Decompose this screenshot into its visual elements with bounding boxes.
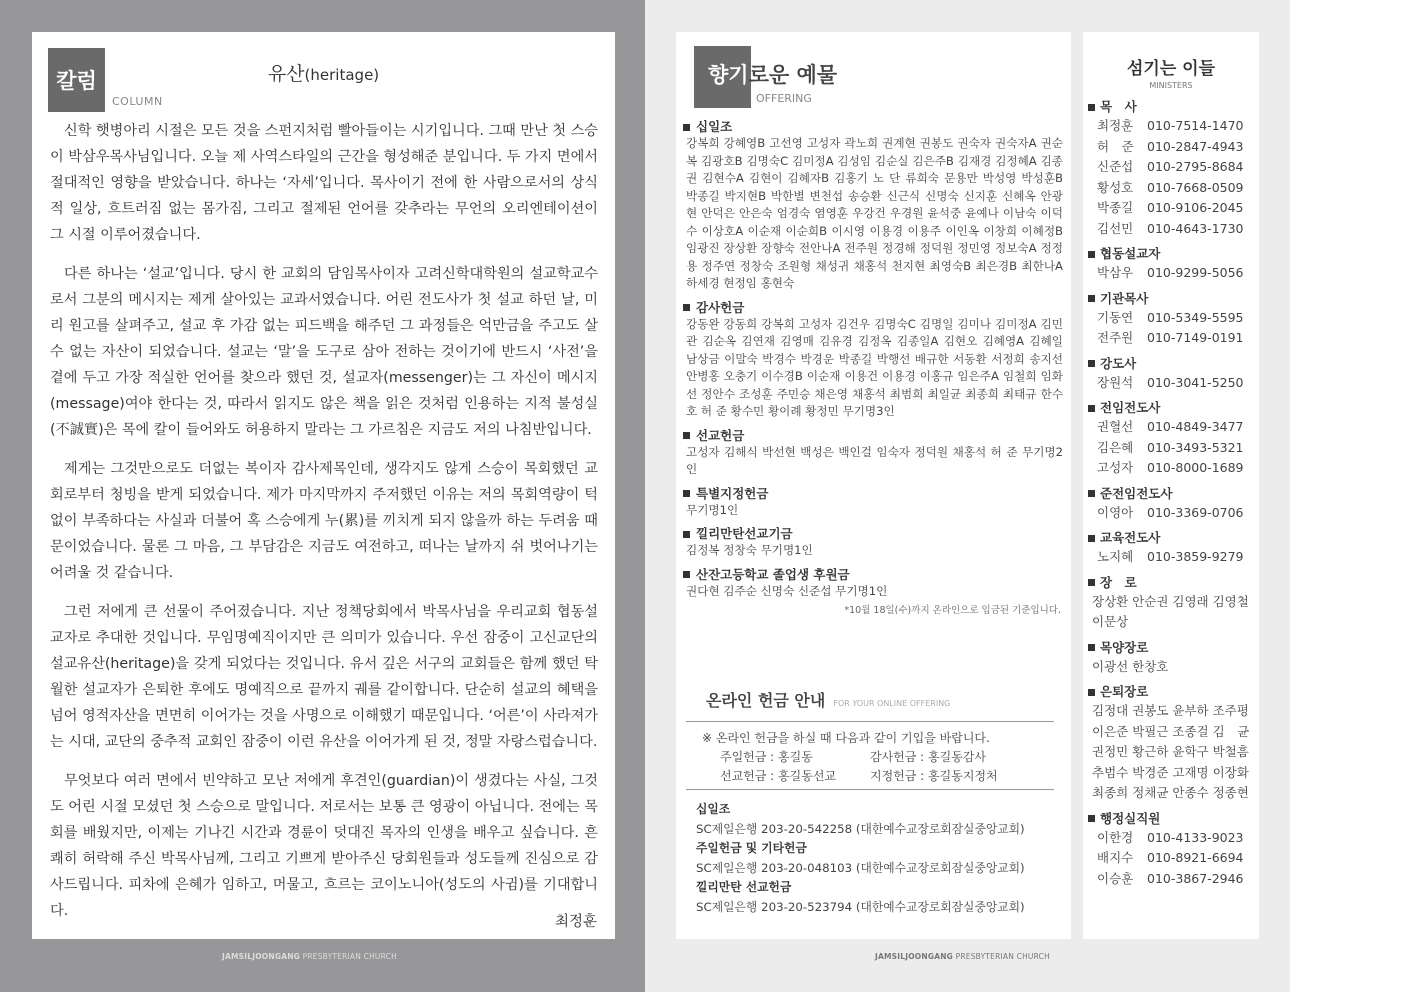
minister-name: 김선민 <box>1097 220 1134 236</box>
elder-names: 추범수 박경준 고재명 이장화 <box>1092 764 1249 780</box>
minister-row <box>1088 157 1256 178</box>
column-title <box>32 59 615 86</box>
minister-name: 김은혜 <box>1097 439 1134 455</box>
minister-row <box>1088 308 1256 329</box>
minister-phone: 010-3369-0706 <box>1147 504 1244 520</box>
bullet-square-icon <box>1088 295 1095 302</box>
elder-names: 장상환 안순권 김영래 김영철 <box>1092 593 1249 609</box>
offering-title-part1: 향기 <box>708 63 749 87</box>
minister-phone: 010-9299-5056 <box>1147 265 1244 280</box>
minister-name: 최정훈 <box>1097 118 1134 133</box>
offering-subtitle: OFFERING <box>756 92 812 105</box>
bullet-square-icon <box>683 304 690 311</box>
elder-names: 이은준 박필근 조종걸 김 균 <box>1092 723 1250 739</box>
offering-names: 고성자 김해식 박선현 백성은 백인걸 임숙자 정덕원 채홍석 허 준 무기명2인 <box>686 444 1063 476</box>
online-offering-title <box>706 688 950 711</box>
offering-section <box>682 427 1063 479</box>
offering-section <box>682 525 1063 560</box>
minister-row <box>1088 328 1256 349</box>
bullet-square-icon <box>1088 490 1095 497</box>
elder-names: 최종희 정채균 안종수 정종현 <box>1092 785 1249 800</box>
bullet-square-icon <box>1088 579 1095 586</box>
minister-name: 박종길 <box>1097 200 1134 215</box>
minister-name: 박삼우 <box>1097 265 1134 280</box>
minister-name: 장원석 <box>1097 374 1134 390</box>
bullet-square-icon <box>683 432 690 439</box>
ministers-list <box>1088 98 1256 895</box>
offering-names: 무기명1인 <box>686 502 739 517</box>
elder-names: 권정민 황근하 윤학구 박철흠 <box>1092 744 1249 759</box>
minister-row <box>1088 178 1256 199</box>
elder-group <box>1088 683 1256 804</box>
offering-section <box>682 485 1063 520</box>
minister-group <box>1088 98 1256 239</box>
minister-row <box>1088 116 1256 137</box>
page-margin <box>1290 0 1403 992</box>
elder-names: 이문상 <box>1092 614 1129 629</box>
minister-group-title: 협동설교자 <box>1100 246 1161 261</box>
left-footer <box>222 952 397 961</box>
column-paragraph: 그런 저에게 큰 선물이 주어졌습니다. 지난 정책당회에서 박목사님을 우리교회 협동설교자로 추대한 것입니다. 무임명예직이지만 큰 의미가 있습니다. 우선 잠중이 고신교단의 설교유산(heritage)을 갖게 되었다는 것입니다. 유서 깊은 서구의 교회들은 함께 했던 탁월한 설교자가 은퇴한 후에도 명예직으로 끝까지 궤를 같이합니다. 단순히 설교의 혜택을 넘어 영적자산을 면면히 이어가는 것을 사명으로 이해했기 때문입니다. ‘어른’이 사라져가는 시대, 교단의 중추적 교회인 잠중이 이런 유산을 이어가게 된 것, 정말 자랑스럽습니다. <box>50 604 598 750</box>
ministers-subtitle: MINISTERS <box>1149 81 1193 90</box>
ministers-title: 섬기는 이들 <box>1126 59 1216 79</box>
minister-phone: 010-4849-3477 <box>1147 419 1244 434</box>
elder-group <box>1088 639 1256 678</box>
staff-row <box>1088 869 1256 890</box>
column-signature: 최정훈 <box>554 914 597 930</box>
minister-name: 권혈선 <box>1097 419 1134 434</box>
minister-group <box>1088 485 1256 524</box>
bullet-square-icon <box>1088 644 1095 651</box>
elder-names: 이광선 한창호 <box>1092 658 1169 674</box>
online-title-english: FOR YOUR ONLINE OFFERING <box>833 699 951 708</box>
minister-group-head <box>1088 529 1256 547</box>
offering-section-head <box>682 566 1063 583</box>
divider <box>686 789 1054 790</box>
bullet-square-icon <box>683 531 690 538</box>
minister-row <box>1088 137 1256 158</box>
offering-section <box>682 299 1063 421</box>
minister-phone: 010-3041-5250 <box>1147 374 1244 390</box>
minister-name: 노지혜 <box>1097 549 1134 564</box>
online-example: 감사헌금 : 홍길동감사 <box>870 750 987 764</box>
offering-names: 권다현 김주순 신명숙 신준섭 무기명1인 <box>686 583 888 598</box>
footer-church-bold: JAMSILJOONGANG <box>875 952 954 961</box>
minister-group-title: 준전임전도사 <box>1100 485 1173 501</box>
bullet-square-icon <box>1088 689 1095 696</box>
bullet-square-icon <box>683 490 690 497</box>
minister-row <box>1088 219 1256 240</box>
online-example: 지정헌금 : 홍길동지정처 <box>870 769 998 783</box>
offering-section-head <box>682 299 1063 316</box>
minister-name: 전주원 <box>1097 330 1134 345</box>
minister-row <box>1088 373 1256 394</box>
offering-section-title: 십일조 <box>696 119 733 134</box>
staff-phone: 010-8921-6694 <box>1147 850 1244 865</box>
minister-phone: 010-5349-5595 <box>1147 309 1244 325</box>
minister-name: 신준섭 <box>1097 159 1134 174</box>
minister-group-title: 목 사 <box>1100 99 1137 114</box>
offering-names: 김정복 정창숙 무기명1인 <box>686 543 813 557</box>
elder-group-head <box>1088 683 1256 701</box>
bank-accounts <box>696 800 1056 917</box>
online-intro: ※ 온라인 헌금을 하실 때 다음과 같이 기입을 바랍니다. <box>702 731 990 745</box>
account-number: SC제일은행 203-20-523794 (대한예수교장로회잠실중앙교회) <box>696 899 1025 914</box>
online-example: 주일헌금 : 홍길동 <box>720 750 813 764</box>
online-title-text: 온라인 헌금 안내 <box>706 691 826 710</box>
offering-section-head <box>682 525 1063 542</box>
bullet-square-icon <box>1088 535 1095 542</box>
offering-names: 강복희 강혜영B 고선영 고성자 곽노희 권계현 권봉도 권숙자 권숙자A 권순복 김광호B 김명숙C 김미정A 김성임 김순실 김은주B 김재경 김정혜A 김종권 김현수A 김현이 김혜자B 김홍기 노 단 류희숙 문용만 박성영 박성훈B 박종길 박지현B 박한별 변천섭 송승환 신근식 신명숙 신지훈 신혜옥 안광현 안덕은 안은숙 엄경숙 염영훈 우강건 우경원 윤석중 윤예나 이남숙 이덕수 이상호A 이순재 이순희B 이시영 이용경 이용주 이인옥 이창희 이혜정B 임광진 장상환 장향숙 전안나A 전주원 정경해 정덕원 정민영 정보숙A 정정용 정주연 정창숙 조원형 채성귀 채홍석 천지현 최영숙B 최은경B 최한나A 하세경 현정임 홍현숙 <box>686 136 1063 290</box>
account-number: SC제일은행 203-20-542258 (대한예수교장로회잠실중앙교회) <box>696 821 1025 836</box>
minister-phone: 010-7149-0191 <box>1147 330 1244 345</box>
staff-phone: 010-3867-2946 <box>1147 870 1244 886</box>
minister-name: 허 준 <box>1097 138 1134 154</box>
minister-group-head <box>1088 399 1256 417</box>
offering-section-title: 감사헌금 <box>696 299 745 315</box>
minister-group-title: 전임전도사 <box>1100 400 1161 415</box>
minister-phone: 010-2847-4943 <box>1147 138 1244 154</box>
minister-row <box>1088 263 1256 284</box>
minister-group-head <box>1088 290 1256 308</box>
column-title-text: 유산 <box>267 63 305 85</box>
minister-group-head <box>1088 355 1256 373</box>
minister-row <box>1088 547 1256 568</box>
minister-phone: 010-3859-9279 <box>1147 549 1244 564</box>
bullet-square-icon <box>683 124 690 131</box>
offering-section <box>682 118 1063 293</box>
elder-group-title: 장 로 <box>1100 574 1137 590</box>
minister-group <box>1088 355 1256 394</box>
column-paragraph: 제게는 그것만으로도 더없는 복이자 감사제목인데, 생각지도 않게 스승이 목회했던 교회로부터 청빙을 받게 되었습니다. 제가 마지막까지 주저했던 이유는 저의 목회역량이 턱없이 부족하다는 사실과 더불어 혹 스승에게 누(累)를 끼치게 되지 않을까 하는 두려움 때문이었습니다. 물론 그 마음, 그 부담감은 지금도 여전하고, 떠나는 날까지 쉬 벗어나기는 어려울 것 같습니다. <box>50 461 598 581</box>
offering-section-head <box>682 427 1063 444</box>
minister-phone: 010-7514-1470 <box>1147 118 1244 133</box>
minister-group-head <box>1088 98 1256 116</box>
bullet-square-icon <box>1088 405 1095 412</box>
account-number: SC제일은행 203-20-048103 (대한예수교장로회잠실중앙교회) <box>696 860 1025 875</box>
minister-phone: 010-3493-5321 <box>1147 439 1244 455</box>
minister-row <box>1088 198 1256 219</box>
minister-phone: 010-2795-8684 <box>1147 159 1244 174</box>
bullet-square-icon <box>1088 251 1095 258</box>
online-examples <box>702 748 1052 786</box>
minister-row <box>1088 503 1256 524</box>
staff-row <box>1088 848 1256 869</box>
minister-group-head <box>1088 245 1256 263</box>
minister-name: 황성호 <box>1097 179 1134 195</box>
column-title-english: (heritage) <box>304 66 380 84</box>
ministers-panel <box>1083 32 1259 939</box>
online-example: 선교헌금 : 홍길동선교 <box>720 769 837 783</box>
minister-name: 고성자 <box>1097 460 1134 475</box>
offering-section-head <box>682 485 1063 502</box>
minister-phone: 010-4643-1730 <box>1147 220 1244 236</box>
column-paragraph: 다른 하나는 ‘설교’입니다. 당시 한 교회의 담임목사이자 고려신학대학원의 설교학교수로서 그분의 메시지는 제게 살아있는 교과서였습니다. 어린 전도사가 첫 설교 하던 날, 미리 원고를 살펴주고, 설교 후 가감 없는 피드백을 해주던 그 과정들은 억만금을 주고도 살 수 없는 자산이 되었습니다. 설교는 ‘말’을 도구로 삼아 전하는 것이기에 반드시 ‘사전’을 곁에 두고 가장 적실한 언어를 찾으라 했던 것, 설교자(messenger)는 그 자신이 메시지(message)여야 한다는 것, 따라서 읽지도 않은 책을 읽은 것처럼 인용하는 지적 불성실(不誠實)은 목에 칼이 들어와도 허용하지 말라는 그 가르침은 지금도 저의 나침반입니다. <box>50 266 598 438</box>
offering-title-part2: 로운 예물 <box>748 63 838 87</box>
divider <box>686 721 1054 722</box>
minister-group <box>1088 399 1256 479</box>
bullet-square-icon <box>1088 815 1095 822</box>
column-panel <box>32 32 615 939</box>
minister-group-head <box>1088 485 1256 503</box>
bullet-square-icon <box>683 571 690 578</box>
elder-group-title: 목양장로 <box>1100 639 1149 655</box>
offering-title <box>708 59 837 89</box>
minister-group-title: 강도사 <box>1100 355 1137 371</box>
elder-group-head <box>1088 574 1256 592</box>
minister-phone: 010-9106-2045 <box>1147 200 1244 215</box>
minister-row <box>1088 417 1256 438</box>
column-body <box>50 118 598 937</box>
minister-row <box>1088 438 1256 459</box>
staff-name: 이승훈 <box>1097 870 1134 886</box>
column-paragraph: 신학 햇병아리 시절은 모든 것을 스펀지처럼 빨아들이는 시기입니다. 그때 만난 첫 스승이 박삼우목사님입니다. 오늘 제 사역스타일의 근간을 형성해준 분입니다. 두 가지 면에서 절대적인 영향을 받았습니다. 하나는 ‘자세’입니다. 목사이기 전에 한 사람으로서의 상식적 일상, 흐트러짐 없는 몸가짐, 그리고 절제된 언어를 갖추라는 무언의 오리엔테이션이 그 시절 이루어졌습니다. <box>50 123 598 243</box>
offering-section <box>682 566 1063 601</box>
column-badge: 칼럼 <box>48 48 105 112</box>
offering-list <box>682 118 1063 606</box>
account-label: 낄리만탄 선교헌금 <box>696 880 792 894</box>
account-label: 주일헌금 및 기타헌금 <box>696 841 807 855</box>
elder-group-title: 은퇴장로 <box>1100 684 1149 699</box>
staff-group-head <box>1088 810 1256 828</box>
minister-group <box>1088 290 1256 349</box>
staff-name: 이한경 <box>1097 829 1134 845</box>
account-label: 십일조 <box>696 802 731 816</box>
minister-name: 이영아 <box>1097 504 1134 520</box>
minister-phone: 010-7668-0509 <box>1147 179 1244 195</box>
staff-phone: 010-4133-9023 <box>1147 829 1244 845</box>
offering-section-title: 낄리만탄선교기금 <box>696 526 793 541</box>
footer-church-rest: PRESBYTERIAN CHURCH <box>300 952 397 961</box>
staff-name: 배지수 <box>1097 850 1134 865</box>
footer-church-bold: JAMSILJOONGANG <box>222 952 301 961</box>
minister-row <box>1088 458 1256 479</box>
staff-group <box>1088 810 1256 890</box>
staff-group-title: 행정실직원 <box>1100 810 1161 826</box>
bullet-square-icon <box>1088 104 1095 111</box>
minister-name: 기동연 <box>1097 309 1134 325</box>
offering-section-title: 특별지정헌금 <box>696 485 769 501</box>
online-offering-info <box>702 729 1052 786</box>
elder-group-head <box>1088 639 1256 657</box>
column-paragraph: 무엇보다 여러 면에서 빈약하고 모난 저에게 후견인(guardian)이 생겼다는 사실, 그것도 어린 시절 모셨던 첫 스승으로 말입니다. 저로서는 보통 큰 영광이 아닙니다. 전에는 목회를 배웠지만, 이제는 기나긴 시간과 경륜이 덧대진 목자의 인생을 배우고 싶습니다. 흔쾌히 허락해 주신 박목사님께, 그리고 기쁘게 받아주신 당회원들과 성도들께 진심으로 감사드립니다. 피차에 은혜가 임하고, 머물고, 흐르는 코이노니아(성도의 사귐)를 기대합니다. <box>50 773 598 919</box>
right-footer <box>875 952 1050 961</box>
elder-names: 김정대 권봉도 윤부하 조주평 <box>1092 703 1249 718</box>
bullet-square-icon <box>1088 360 1095 367</box>
offering-section-head <box>682 118 1063 135</box>
minister-group <box>1088 529 1256 568</box>
offering-panel <box>676 32 1071 939</box>
minister-group <box>1088 245 1256 284</box>
offering-section-title: 선교헌금 <box>696 427 745 443</box>
footer-church-rest: PRESBYTERIAN CHURCH <box>953 952 1050 961</box>
column-badge-subtitle: COLUMN <box>112 95 163 108</box>
elder-group <box>1088 574 1256 633</box>
offering-names: 강동완 강동희 강복희 고성자 김건우 김명숙C 김명일 김미나 김미정A 김민관 김순옥 김연재 김영매 김유경 김정옥 김종일A 김현오 김혜영A 김혜일 남상금 이말숙 박경수 박경운 박종길 박행선 배규한 서동환 서정희 송지선 안병홍 오충기 이수경B 이순재 이용건 이용경 이홍규 임은주A 임철희 임화선 정안수 조성훈 주민승 채은영 채홍석 최범희 최일균 최종희 최태규 한수호 허 준 황수민 황이례 황정민 무기명3인 <box>686 316 1063 418</box>
minister-group-title: 교육전도사 <box>1100 530 1161 545</box>
minister-phone: 010-8000-1689 <box>1147 460 1244 475</box>
offering-note: *10월 18일(수)까지 온라인으로 입금된 기준입니다. <box>844 605 1061 616</box>
staff-row <box>1088 828 1256 849</box>
offering-section-title: 산잔고등학교 졸업생 후원금 <box>696 566 850 582</box>
minister-group-title: 기관목사 <box>1100 290 1149 306</box>
